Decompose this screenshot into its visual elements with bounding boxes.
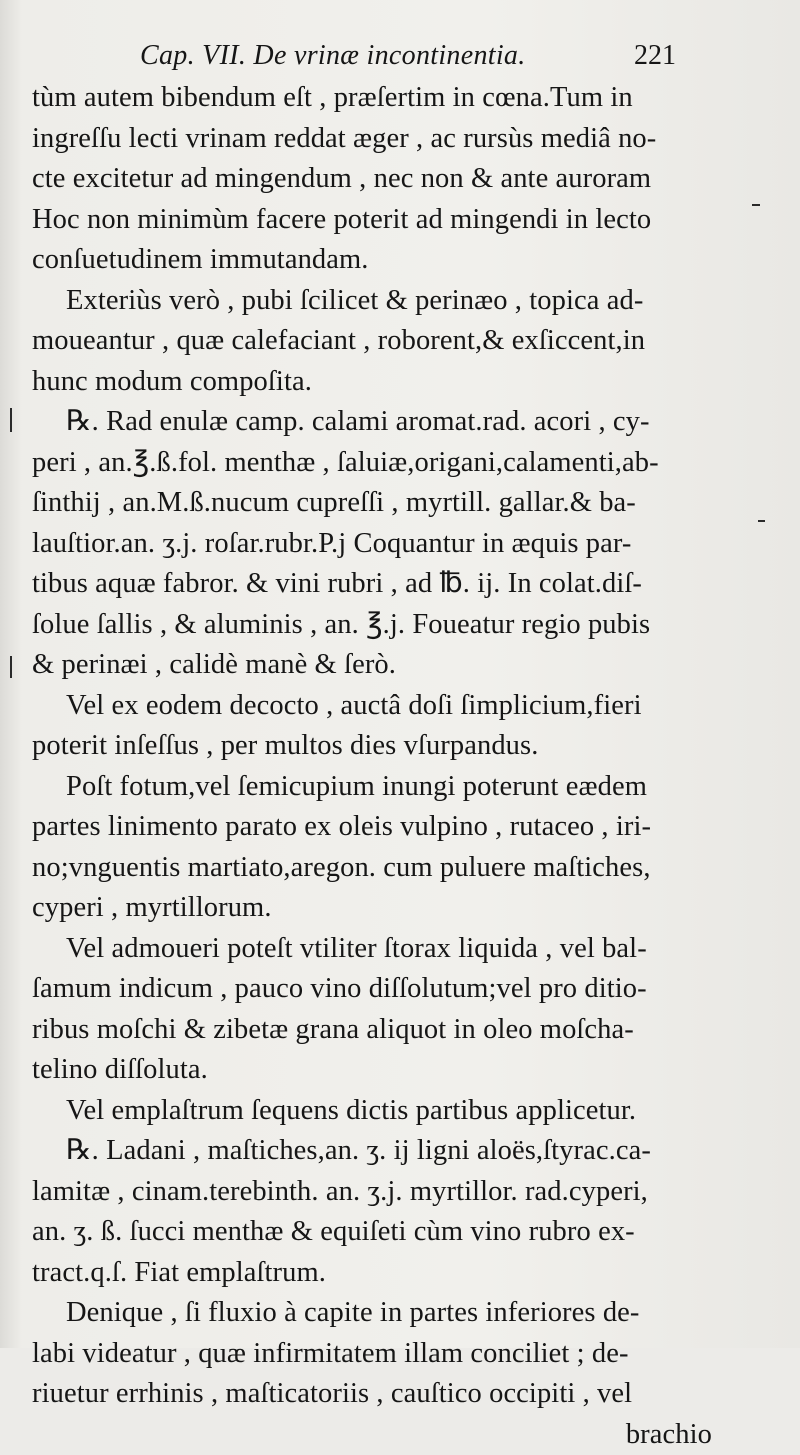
body-text [32, 78, 722, 1455]
margin-mark [10, 408, 12, 432]
text-line: ſolue ſallis , & aluminis , an. ℥.j. Foueatur regio pubis [32, 605, 722, 646]
text-line: cte excitetur ad mingendum , nec non & ante auroram [32, 159, 722, 200]
text-line: Denique , ſi fluxio à capite in partes inferiores de- [32, 1293, 722, 1334]
text-line: an. ʒ. ß. ſucci menthæ & equiſeti cùm vino rubro ex- [32, 1212, 722, 1253]
text-line: tract.q.ſ. Fiat emplaſtrum. [32, 1253, 722, 1294]
text-line: Hoc non minimùm facere poterit ad mingendi in lecto [32, 200, 722, 241]
running-title: Cap. VII. De vrinæ incontinentia. [140, 40, 526, 72]
text-line: Poſt fotum,vel ſemicupium inungi poterunt eædem [32, 767, 722, 808]
text-line: tùm autem bibendum eſt , præſertim in cœna.Tum in [32, 78, 722, 119]
text-line: ſamum indicum , pauco vino diſſolutum;vel pro ditio- [32, 969, 722, 1010]
text-line: ingreſſu lecti vrinam reddat æger , ac rursùs mediâ no- [32, 119, 722, 160]
text-line: telino diſſoluta. [32, 1050, 722, 1091]
text-line: moueantur , quæ calefaciant , roborent,& exſiccent,in [32, 321, 722, 362]
text-line: Vel admoueri poteſt vtiliter ſtorax liquida , vel bal- [32, 929, 722, 970]
text-line: ℞. Rad enulæ camp. calami aromat.rad. acori , cy- [32, 402, 722, 443]
text-line: & perinæi , calidè manè & ſerò. [32, 645, 722, 686]
page-number: 221 [634, 40, 676, 72]
text-line: riuetur errhinis , maſticatoriis , cauſtico occipiti , vel [32, 1374, 722, 1415]
text-line: ſinthij , an.M.ß.nucum cupreſſi , myrtill. gallar.& ba- [32, 483, 722, 524]
text-line: hunc modum compoſita. [32, 362, 722, 403]
text-line: ribus moſchi & zibetæ grana aliquot in oleo moſcha- [32, 1010, 722, 1051]
text-line: lamitæ , cinam.terebinth. an. ʒ.j. myrtillor. rad.cyperi, [32, 1172, 722, 1213]
text-line: poterit inſeſſus , per multos dies vſurpandus. [32, 726, 722, 767]
margin-mark [752, 204, 760, 206]
margin-mark [758, 520, 765, 522]
text-line: lauſtior.an. ʒ.j. roſar.rubr.P.j Coquantur in æquis par- [32, 524, 722, 565]
text-line: labi videatur , quæ infirmitatem illam conciliet ; de- [32, 1334, 722, 1375]
text-line: Exteriùs verò , pubi ſcilicet & perinæo , topica ad- [32, 281, 722, 322]
text-line: tibus aquæ fabror. & vini rubri , ad ℔. ij. In colat.diſ- [32, 564, 722, 605]
catchword: brachio [32, 1415, 722, 1455]
text-line: ℞. Ladani , maſtiches,an. ʒ. ij ligni aloës,ſtyrac.ca- [32, 1131, 722, 1172]
text-line: cyperi , myrtillorum. [32, 888, 722, 929]
page-header [0, 40, 800, 82]
text-line: partes linimento parato ex oleis vulpino , rutaceo , iri- [32, 807, 722, 848]
text-line: peri , an.℥.ß.fol. menthæ , ſaluiæ,origani,calamenti,ab- [32, 443, 722, 484]
text-line: Vel emplaſtrum ſequens dictis partibus applicetur. [32, 1091, 722, 1132]
text-line: no;vnguentis martiato,aregon. cum puluere maſtiches, [32, 848, 722, 889]
margin-mark [10, 656, 12, 678]
text-line: conſuetudinem immutandam. [32, 240, 722, 281]
text-line: Vel ex eodem decocto , auctâ doſi ſimplicium,fieri [32, 686, 722, 727]
